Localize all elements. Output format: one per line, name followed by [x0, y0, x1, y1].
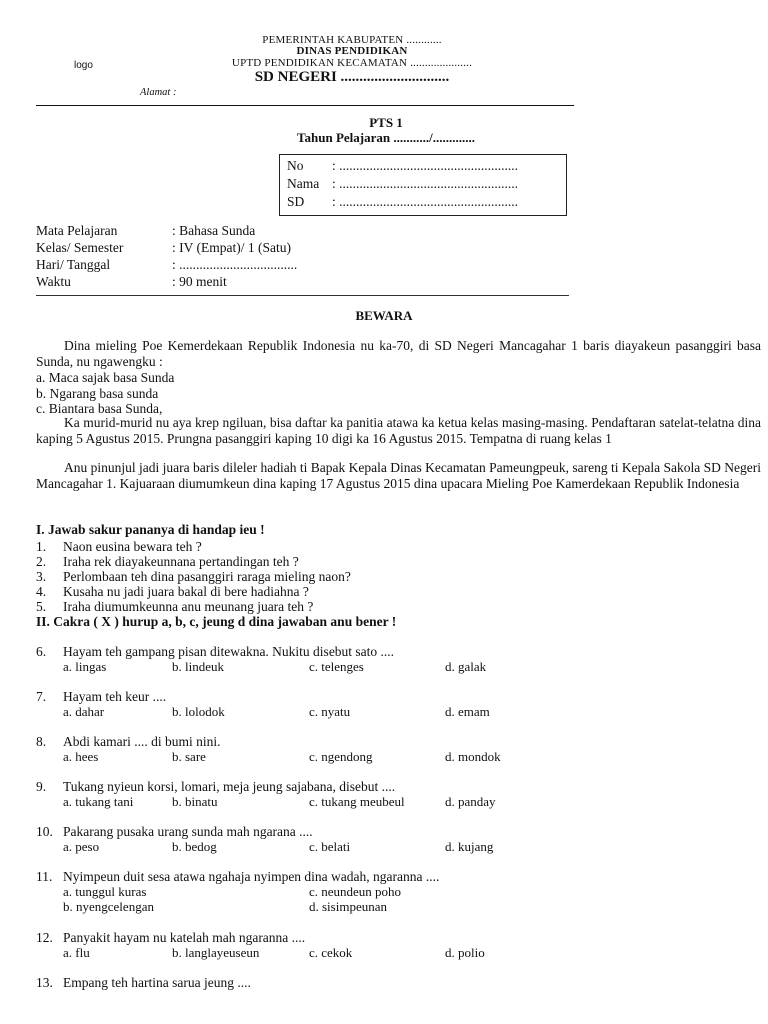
question-number: 13.	[36, 975, 53, 990]
header-government: PEMERINTAH KABUPATEN ............	[262, 34, 442, 46]
option-d[interactable]: d. mondok	[445, 749, 501, 764]
info-divider	[36, 295, 569, 296]
option-a[interactable]: a. tukang tani	[63, 794, 134, 809]
option-d[interactable]: d. emam	[445, 704, 490, 719]
question-text: Iraha diumumkeunna anu meunang juara teh ?	[63, 599, 314, 614]
question-number: 5.	[36, 599, 47, 614]
header-school-name: SD NEGERI .............................	[254, 69, 450, 85]
question-number: 8.	[36, 734, 47, 749]
question-number: 12.	[36, 930, 53, 945]
option-d[interactable]: d. panday	[445, 794, 496, 809]
info-label-class: Kelas/ Semester	[36, 240, 124, 255]
option-c[interactable]: c. telenges	[309, 659, 364, 674]
question-text: Hayam teh gampang pisan ditewakna. Nukitu disebut sato ....	[63, 644, 395, 659]
option-c[interactable]: c. ngendong	[309, 749, 373, 764]
question-text: Iraha rek diayakeunnana pertandingan teh ?	[63, 554, 299, 569]
bewara-item-b: b. Ngarang basa sunda	[36, 386, 159, 401]
option-c[interactable]: c. cekok	[309, 945, 353, 960]
info-value-date[interactable]: : ...................................	[172, 257, 298, 272]
option-b[interactable]: b. binatu	[172, 794, 218, 809]
id-label-no: No	[287, 158, 304, 173]
id-field-school[interactable]: : .....................................................	[332, 194, 519, 209]
info-label-time: Waktu	[36, 274, 71, 289]
bewara-p1-text: Dina mieling Poe Kemerdekaan Republik Indonesia nu ka-70, di SD Negeri Mancagahar 1 baris diayakeun pasanggiri basa Sunda, nu ngawengku :	[36, 338, 761, 369]
question-number: 9.	[36, 779, 47, 794]
info-label-date: Hari/ Tanggal	[36, 257, 111, 272]
question-number: 1.	[36, 539, 47, 554]
question-number: 11.	[36, 869, 53, 884]
header-department: DINAS PENDIDIKAN	[296, 45, 408, 57]
option-c[interactable]: c. belati	[309, 839, 351, 854]
question-text: Empang teh hartina sarua jeung ....	[63, 975, 251, 990]
address-label: Alamat :	[140, 87, 177, 98]
bewara-item-a: a. Maca sajak basa Sunda	[36, 370, 175, 385]
exam-year: Tahun Pelajaran .........../.............	[297, 130, 475, 145]
question-number: 4.	[36, 584, 47, 599]
option-a[interactable]: a. peso	[63, 839, 100, 854]
question-number: 7.	[36, 689, 47, 704]
info-value-subject: : Bahasa Sunda	[172, 223, 256, 238]
question-text: Nyimpeun duit sesa atawa ngahaja nyimpen dina wadah, ngaranna ....	[63, 869, 440, 884]
id-field-name[interactable]: : .....................................................	[332, 176, 519, 191]
option-c[interactable]: c. neundeun poho	[309, 884, 402, 899]
info-value-class: : IV (Empat)/ 1 (Satu)	[172, 240, 291, 255]
id-label-name: Nama	[287, 176, 320, 191]
bewara-paragraph-1	[36, 338, 761, 370]
info-label-subject: Mata Pelajaran	[36, 223, 118, 238]
option-b[interactable]: b. sare	[172, 749, 206, 764]
option-d[interactable]: d. galak	[445, 659, 487, 674]
question-number: 2.	[36, 554, 47, 569]
option-b[interactable]: b. nyengcelengan	[63, 899, 154, 914]
question-text: Hayam teh keur ....	[63, 689, 167, 704]
header-uptd: UPTD PENDIDIKAN KECAMATAN .....................	[231, 57, 473, 69]
bewara-p2-text: Ka murid-murid nu aya krep ngiluan, bisa daftar ka panitia atawa ka ketua kelas masing-masing. Pendaftaran satelat-telatna dina kaping 5 Agustus 2015. Prungna pasanggiri kaping 10 digi ka 16 Agustus 2015. Tempatna di ruang kelas 1	[36, 415, 761, 446]
question-text: Naon eusina bewara teh ?	[63, 539, 202, 554]
option-c[interactable]: c. nyatu	[309, 704, 351, 719]
question-text: Pakarang pusaka urang sunda mah ngarana ....	[63, 824, 313, 839]
bewara-paragraph-3	[36, 460, 761, 492]
bewara-item-c: c. Biantara basa Sunda,	[36, 401, 163, 416]
info-value-time: : 90 menit	[172, 274, 227, 289]
question-text: Tukang nyieun korsi, lomari, meja jeung sajabana, disebut ....	[63, 779, 396, 794]
bewara-p3-text: Anu pinunjul jadi juara baris dileler hadiah ti Bapak Kepala Dinas Kecamatan Pameungpeuk, sareng ti Kepala Sakola SD Negeri Mancagahar 1. Kajuaraan diumumkeun dina kaping 17 Agustus 2015 dina upacara Mieling Poe Kamerdekaan Republik Indonesia	[36, 460, 761, 491]
student-id-box	[279, 154, 567, 216]
option-b[interactable]: b. langlayeuseun	[172, 945, 260, 960]
option-a[interactable]: a. flu	[63, 945, 90, 960]
bewara-title: BEWARA	[355, 308, 413, 323]
header-divider	[36, 105, 574, 106]
question-text: Panyakit hayam nu katelah mah ngaranna ....	[63, 930, 306, 945]
option-c[interactable]: c. tukang meubeul	[309, 794, 405, 809]
id-field-no[interactable]: : .....................................................	[332, 158, 519, 173]
id-label-school: SD	[287, 194, 305, 209]
question-text: Abdi kamari .... di bumi nini.	[63, 734, 221, 749]
option-a[interactable]: a. tunggul kuras	[63, 884, 147, 899]
question-text: Kusaha nu jadi juara bakal di bere hadiahna ?	[63, 584, 309, 599]
option-a[interactable]: a. dahar	[63, 704, 105, 719]
option-a[interactable]: a. lingas	[63, 659, 107, 674]
section-1-title: I. Jawab sakur pananya di handap ieu !	[36, 522, 265, 537]
exam-title: PTS 1	[369, 115, 403, 130]
option-b[interactable]: b. bedog	[172, 839, 217, 854]
logo-placeholder: logo	[74, 60, 93, 71]
option-b[interactable]: b. lolodok	[172, 704, 225, 719]
question-number: 10.	[36, 824, 53, 839]
question-number: 6.	[36, 644, 47, 659]
section-2-title: II. Cakra ( X ) hurup a, b, c, jeung d dina jawaban anu bener !	[36, 614, 397, 629]
option-a[interactable]: a. hees	[63, 749, 99, 764]
option-b[interactable]: b. lindeuk	[172, 659, 224, 674]
option-d[interactable]: d. polio	[445, 945, 485, 960]
bewara-paragraph-2	[36, 415, 761, 447]
question-number: 3.	[36, 569, 47, 584]
option-d[interactable]: d. sisimpeunan	[309, 899, 387, 914]
option-d[interactable]: d. kujang	[445, 839, 494, 854]
question-text: Perlombaan teh dina pasanggiri raraga mieling naon?	[63, 569, 351, 584]
